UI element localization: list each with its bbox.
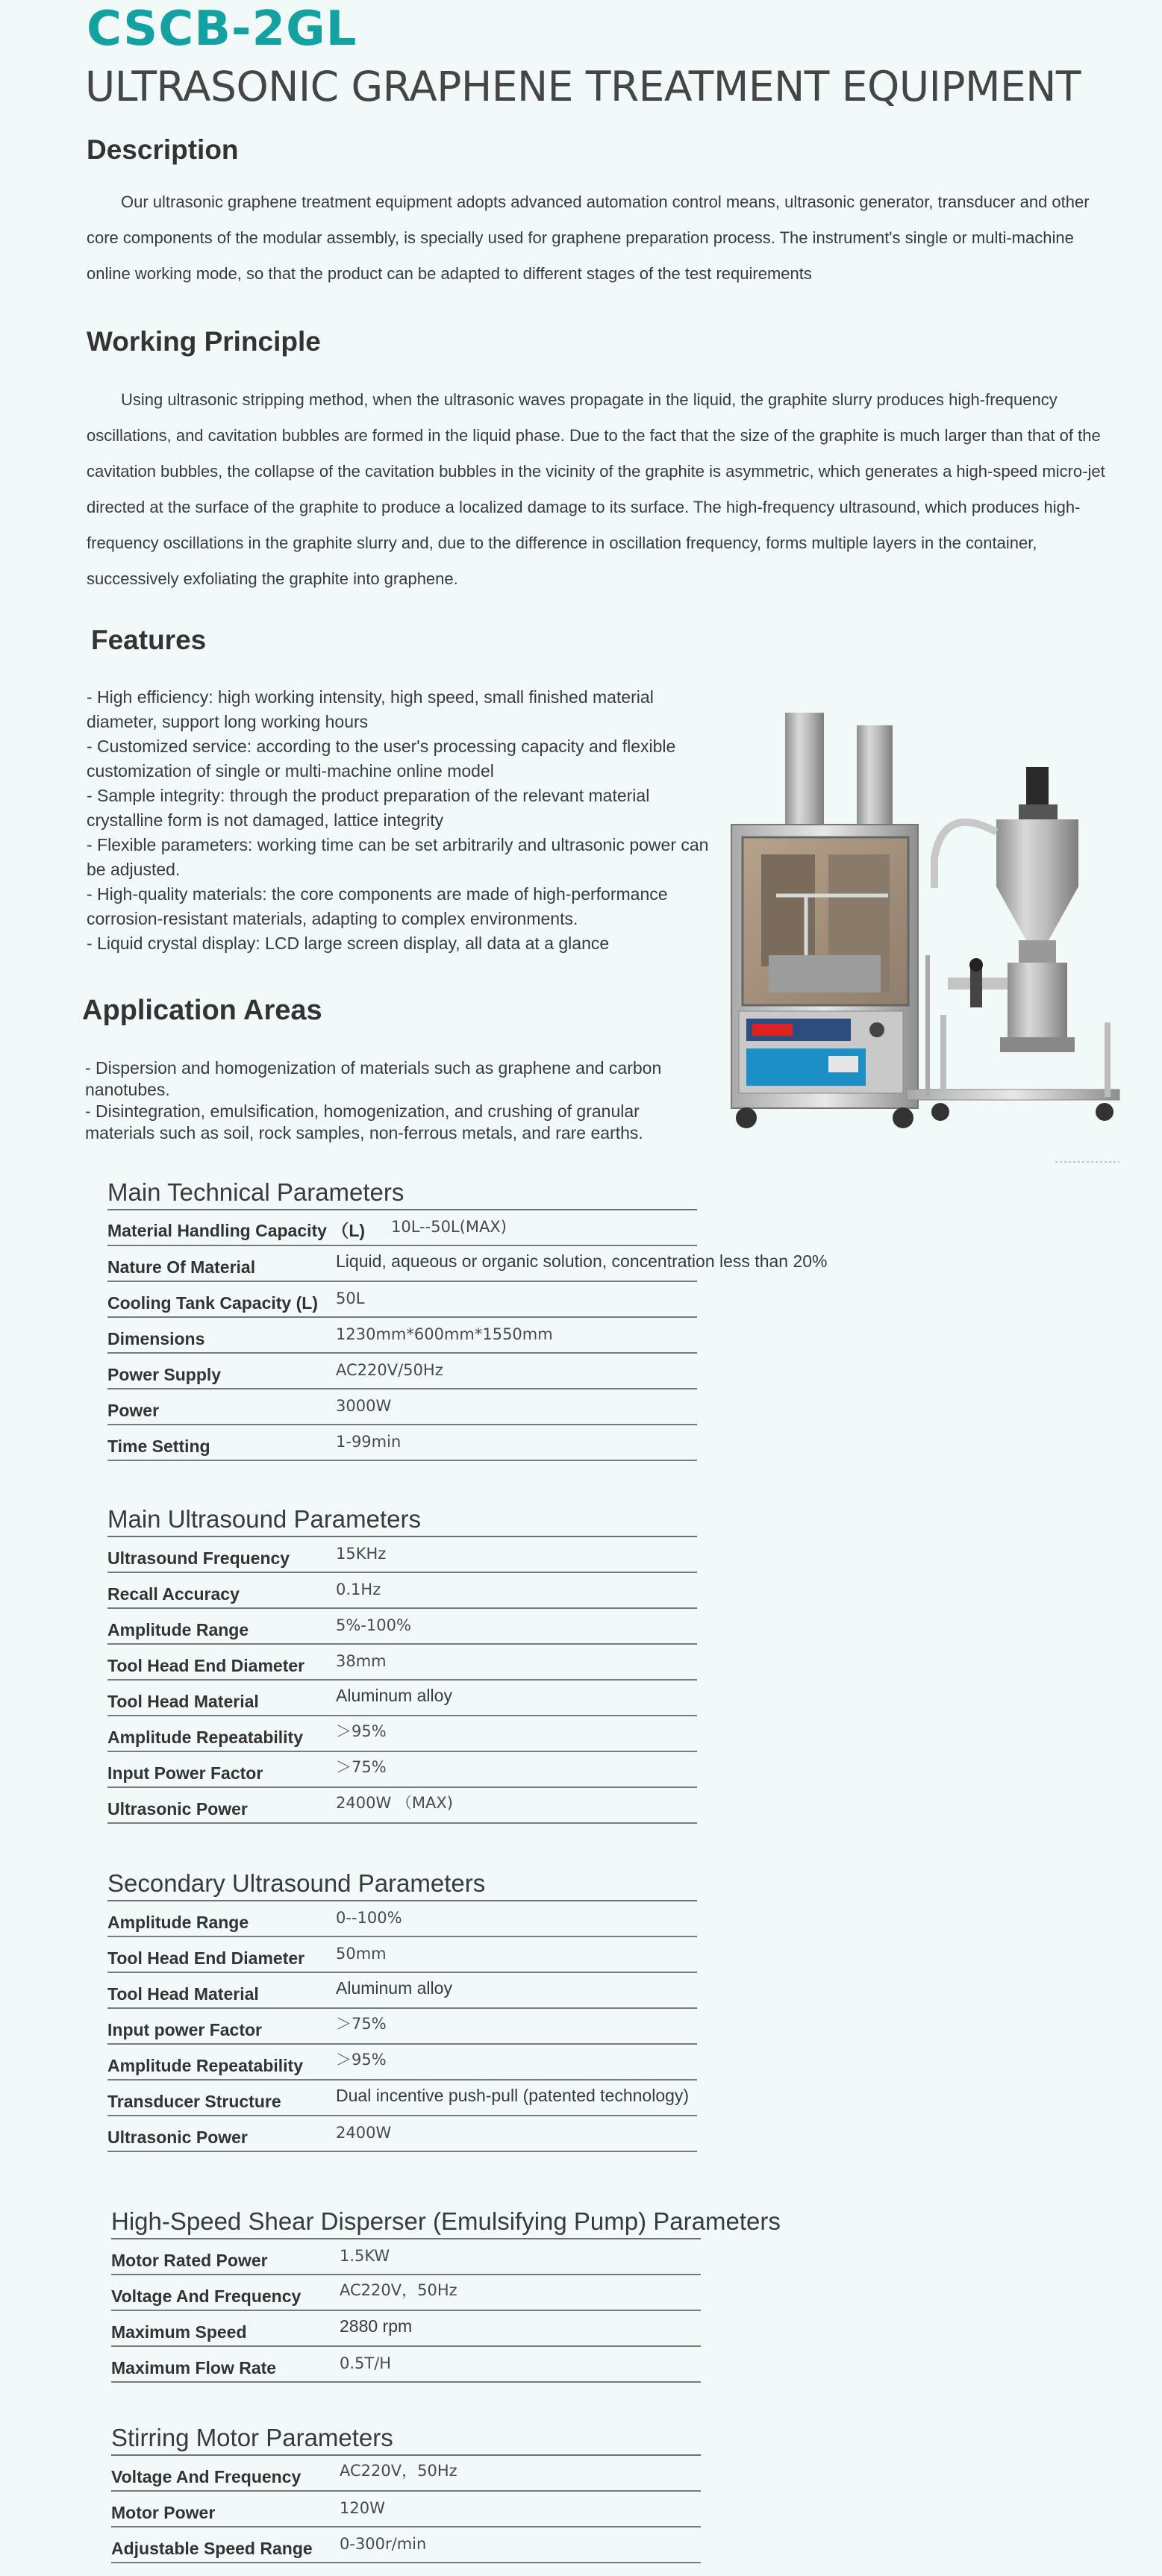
table-title: High-Speed Shear Disperser (Emulsifying Pump) Parameters — [111, 2205, 701, 2239]
table-title: Stirring Motor Parameters — [111, 2422, 701, 2456]
table-row — [107, 1609, 697, 1645]
param-value: ＞95% — [336, 2051, 387, 2069]
table-stirring-motor — [111, 2422, 701, 2563]
param-label: Ultrasonic Power — [107, 2128, 248, 2147]
param-value: ＞95% — [336, 1722, 387, 1740]
param-label: Input Power Factor — [107, 1763, 263, 1783]
model-number: CSCB-2GL — [87, 1, 357, 57]
features-heading: Features — [91, 625, 207, 655]
param-label: Tool Head End Diameter — [107, 1948, 305, 1968]
table-title: Main Ultrasound Parameters — [107, 1503, 697, 1537]
feature-item: - Customized service: according to the user's processing capacity and flexible customization of single or multi-machine online model — [87, 737, 676, 781]
table-secondary-ultrasound — [107, 1867, 697, 2152]
table-row — [107, 1973, 697, 2009]
caption-dots — [1055, 1161, 1119, 1163]
param-label: Maximum Flow Rate — [111, 2358, 277, 2378]
param-value: Dual incentive push-pull (patented technology) — [336, 2086, 690, 2105]
feature-item: - Flexible parameters: working time can be set arbitrarily and ultrasonic power can be adjusted. — [87, 835, 709, 879]
table-row — [107, 1354, 697, 1389]
param-label: Tool Head Material — [107, 1692, 259, 1711]
param-label: Voltage And Frequency — [111, 2467, 302, 2486]
table-row — [107, 1901, 697, 1937]
table-row — [107, 2081, 697, 2116]
table-row — [107, 2009, 697, 2045]
param-value: AC220V/50Hz — [336, 1361, 443, 1379]
working-principle-text: Using ultrasonic stripping method, when the ultrasonic waves propagate in the liquid, the graphite slurry produces high-frequency oscillations, and cavitation bubbles are formed in the liquid phase. Due to the fact that the size of the graphite is much larger than that of the cavitation bubbles, the collapse of the cavitation bubbles in the vicinity of the graphite is asymmetric, which generates a high-speed micro-jet directed at the surface of the graphite to produce a localized damage to its surface. The high-frequency ultrasound, which produces high-frequency oscillations in the graphite slurry and, due to the difference in oscillation frequency, forms multiple layers in the container, successively exfoliating the graphite into graphene. — [87, 390, 1105, 588]
param-value: ＞75% — [336, 2015, 387, 2033]
param-label: Ultrasound Frequency — [107, 1548, 290, 1568]
description-text: Our ultrasonic graphene treatment equipment adopts advanced automation control means, ultrasonic generator, transducer and other core components of the modular assembly, is specially used for graphene preparation process. The instrument's single or multi-machine online working mode, so that the product can be adapted to different stages of the test requirements — [87, 193, 1090, 283]
table-row — [107, 1788, 697, 1824]
param-label: Amplitude Range — [107, 1620, 249, 1639]
param-label: Amplitude Repeatability — [107, 2056, 303, 2075]
param-value: 2400W — [336, 2124, 392, 2142]
feature-item: - Sample integrity: through the product preparation of the relevant material crystalline form is not damaged, lattice integrity — [87, 786, 650, 830]
param-value: AC220V，50Hz — [340, 2281, 457, 2299]
equipment-photo — [716, 709, 1123, 1138]
table-row — [111, 2347, 701, 2383]
table-main-technical — [107, 1176, 828, 1461]
feature-item: - Liquid crystal display: LCD large screen display, all data at a glance — [87, 934, 610, 953]
table-row — [107, 1681, 697, 1716]
table-row — [107, 2116, 697, 2152]
param-label: Amplitude Repeatability — [107, 1728, 303, 1747]
table-row — [107, 1573, 697, 1609]
param-value: Liquid, aqueous or organic solution, concentration less than 20% — [336, 1251, 828, 1271]
application-areas-heading: Application Areas — [82, 995, 322, 1026]
param-value: 1.5KW — [340, 2247, 390, 2265]
param-label: Material Handling Capacity （L) — [107, 1221, 366, 1240]
param-label: Input power Factor — [107, 2020, 262, 2039]
table-row — [107, 1537, 697, 1573]
description-heading: Description — [87, 134, 239, 165]
param-label: Amplitude Range — [107, 1913, 249, 1932]
param-label: Recall Accuracy — [107, 1584, 240, 1604]
param-value: 38mm — [336, 1652, 387, 1670]
param-label: Voltage And Frequency — [111, 2286, 302, 2306]
table-row — [107, 1246, 828, 1282]
param-label: Maximum Speed — [111, 2322, 247, 2342]
param-label: Power Supply — [107, 1365, 222, 1384]
feature-item: - High efficiency: high working intensity, high speed, small finished material diameter, support long working hours — [87, 687, 654, 731]
param-label: Transducer Structure — [107, 2092, 281, 2111]
param-value: 2400W （MAX) — [336, 1794, 453, 1812]
table-row — [107, 1210, 697, 1246]
table-title: Main Technical Parameters — [107, 1176, 697, 1210]
application-item: - Dispersion and homogenization of materials such as graphene and carbon nanotubes. — [85, 1058, 662, 1099]
param-value: 15KHz — [336, 1545, 387, 1563]
param-label: Dimensions — [107, 1329, 205, 1348]
table-title: Secondary Ultrasound Parameters — [107, 1867, 697, 1901]
product-title: ULTRASONIC GRAPHENE TREATMENT EQUIPMENT — [85, 63, 1081, 110]
table-row — [111, 2311, 701, 2347]
param-value: 120W — [340, 2499, 385, 2517]
param-label: Nature Of Material — [107, 1257, 256, 1277]
param-value: 5%-100% — [336, 1616, 411, 1634]
table-row — [107, 2045, 697, 2081]
table-row — [107, 1752, 697, 1788]
param-label: Time Setting — [107, 1437, 210, 1456]
param-label: Motor Power — [111, 2503, 216, 2522]
table-row — [107, 1716, 697, 1752]
param-value: 2880 rpm — [340, 2316, 413, 2336]
table-row — [111, 2527, 701, 2563]
table-row — [107, 1425, 697, 1461]
feature-item: - High-quality materials: the core components are made of high-performance corrosion-resistant materials, adapting to complex environments. — [87, 884, 668, 928]
param-value: 0.1Hz — [336, 1581, 381, 1598]
table-shear-disperser — [111, 2205, 781, 2383]
param-value: 1-99min — [336, 1433, 402, 1451]
param-label: Motor Rated Power — [111, 2251, 268, 2270]
table-row — [111, 2492, 701, 2527]
table-row — [111, 2239, 701, 2275]
table-row — [107, 1937, 697, 1973]
param-label: Cooling Tank Capacity (L) — [107, 1293, 318, 1313]
param-value: 50L — [336, 1289, 365, 1307]
application-item: - Disintegration, emulsification, homogenization, and crushing of granular materials such as soil, rock samples, non-ferrous metals, and rare earths. — [85, 1101, 643, 1142]
param-value: 0--100% — [336, 1909, 402, 1927]
application-list — [85, 1057, 707, 1144]
param-value: 10L--50L(MAX) — [391, 1218, 507, 1236]
param-value: 0.5T/H — [340, 2354, 392, 2372]
table-row — [111, 2275, 701, 2311]
table-row — [111, 2456, 701, 2492]
param-value: 0-300r/min — [340, 2535, 427, 2553]
param-label: Tool Head End Diameter — [107, 1656, 305, 1675]
param-value: 3000W — [336, 1397, 392, 1415]
param-value: Aluminum alloy — [336, 1686, 452, 1705]
param-value: Aluminum alloy — [336, 1978, 452, 1998]
param-value: 50mm — [336, 1945, 387, 1963]
param-value: ＞75% — [336, 1758, 387, 1776]
table-row — [107, 1645, 697, 1681]
table-row — [107, 1389, 697, 1425]
working-principle-heading: Working Principle — [87, 326, 321, 357]
param-label: Tool Head Material — [107, 1984, 259, 2004]
param-label: Adjustable Speed Range — [111, 2539, 313, 2558]
param-value: 1230mm*600mm*1550mm — [336, 1325, 553, 1343]
table-row — [107, 1282, 697, 1318]
features-list — [87, 685, 709, 956]
table-main-ultrasound — [107, 1503, 697, 1824]
param-label: Ultrasonic Power — [107, 1799, 248, 1819]
param-label: Power — [107, 1401, 160, 1420]
table-row — [107, 1318, 697, 1354]
param-value: AC220V，50Hz — [340, 2462, 457, 2480]
